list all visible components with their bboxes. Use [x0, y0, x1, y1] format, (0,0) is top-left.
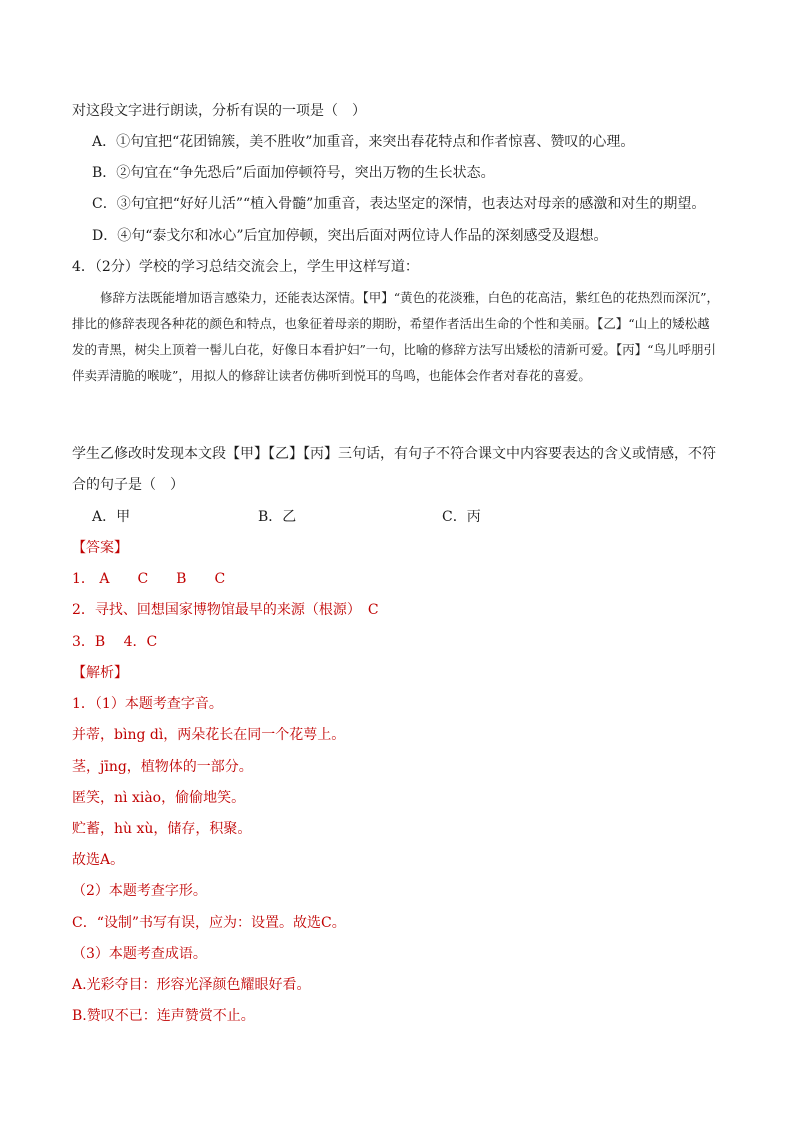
analysis-line-11: B.赞叹不已：连声赞赏不止。: [72, 1008, 255, 1024]
q3-option-c: C．③句宜把“好好儿活”“植入骨髓”加重音，表达坚定的深情，也表达对母亲的感激和对生的期望。: [92, 196, 706, 212]
answer-line-1: 1． A C B C: [72, 571, 226, 587]
q4-option-a: A．甲: [92, 509, 131, 525]
q3-option-d: D．④句“泰戈尔和冰心”后宜加停顿，突出后面对两位诗人作品的深刻感受及遐想。: [92, 228, 608, 244]
analysis-line-3: 茎，jīng，植物体的一部分。: [72, 759, 253, 775]
q4-option-c: C．丙: [442, 509, 481, 525]
answer-line-2: 2．寻找、回想国家博物馆最早的来源（根源） C: [72, 602, 379, 618]
analysis-line-6: 故选A。: [72, 852, 125, 868]
q4-quote-passage: 修辞方法既能增加语言感染力，还能表达深情。【甲】“黄色的花淡雅，白色的花高洁，紫红色的花热烈而深沉”，排比的修辞表现各种花的颜色和特点，也象征着母亲的期盼，希望作者活出生命的个性和美丽。【乙】“山上的矮松越发的青黑，树尖上顶着一髻儿白花，好像日本看护妇”一句，比喻的修辞方法写出矮松的清新可爱。【丙】“鸟儿呼朋引伴卖弄清脆的喉咙”，用拟人的修辞让读者仿佛听到悦耳的鸟鸣，也能体会作者对春花的喜爱。: [72, 290, 720, 383]
answer-heading: 【答案】: [72, 540, 128, 556]
q3-option-b: B．②句宜在“争先恐后”后面加停顿符号，突出万物的生长状态。: [92, 165, 495, 181]
question-intro: 对这段文字进行朗读，分析有误的一项是（ ）: [72, 103, 366, 119]
analysis-line-1: 1．（1）本题考查字音。: [72, 696, 223, 712]
q4-stem: 4．（2分）学校的学习总结交流会上，学生甲这样写道：: [72, 259, 419, 275]
q4-question-line-1: 学生乙修改时发现本文段【甲】【乙】【丙】三句话，有句子不符合课文中内容要表达的含义或情感，不符: [72, 446, 716, 462]
analysis-line-8: C．“设制”书写有误，应为：设置。故选C。: [72, 915, 346, 931]
analysis-line-10: A.光彩夺目：形容光泽颜色耀眼好看。: [72, 977, 311, 993]
analysis-line-2: 并蒂，bìng dì，两朵花长在同一个花萼上。: [72, 727, 346, 743]
analysis-line-4: 匿笑，nì xiào，偷偷地笑。: [72, 790, 246, 806]
analysis-line-5: 贮蓄，hù xù，储存，积聚。: [72, 821, 252, 837]
answer-line-3: 3．B 4．C: [72, 634, 158, 650]
q4-option-b: B．乙: [258, 509, 297, 525]
analysis-line-7: （2）本题考查字形。: [72, 883, 207, 899]
q3-option-a: A．①句宜把“花团锦簇，美不胜收”加重音，来突出春花特点和作者惊喜、赞叹的心理。: [92, 134, 635, 150]
q4-question-line-2: 合的句子是（ ）: [72, 477, 184, 493]
analysis-line-9: （3）本题考查成语。: [72, 946, 207, 962]
analysis-heading: 【解析】: [72, 665, 128, 681]
